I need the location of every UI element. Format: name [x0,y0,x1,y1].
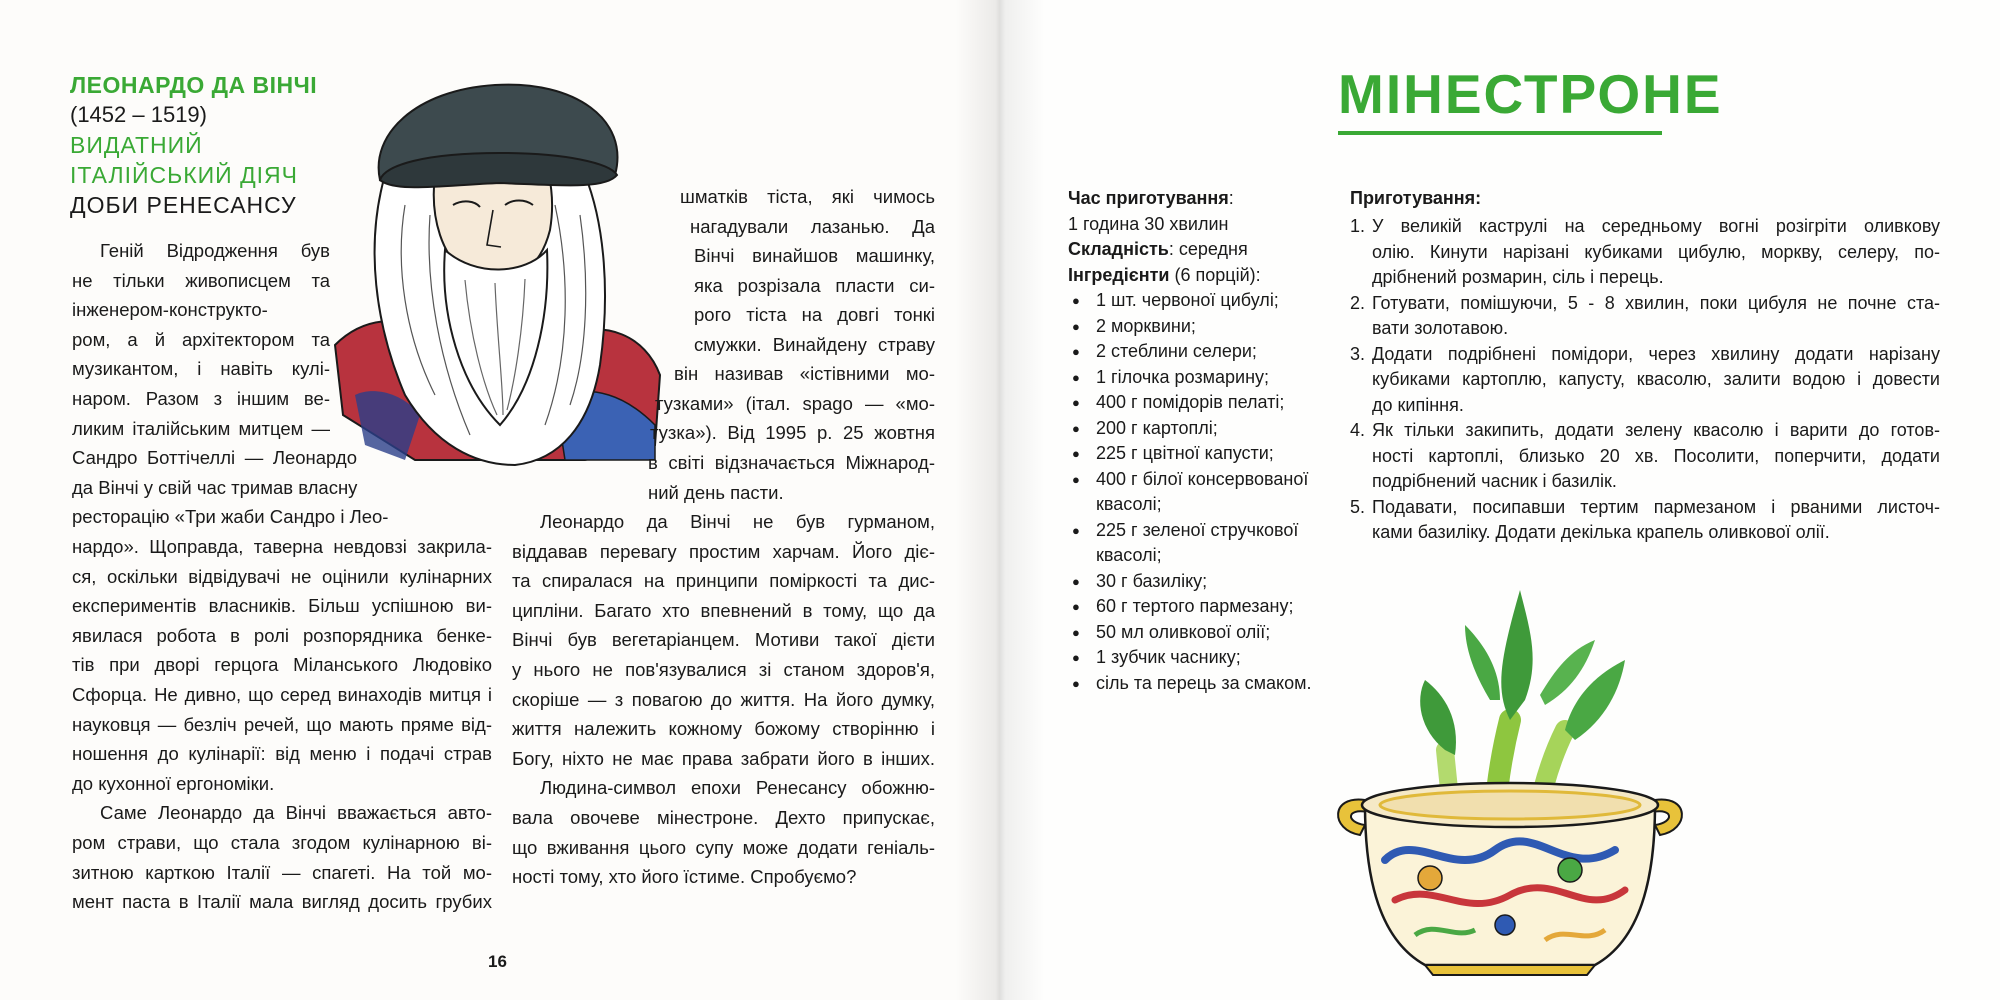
title-underline [1338,131,1662,135]
text-line: мент паста в Італії мала вигляд досить грубих [72,891,492,913]
text-line: він називав «істівними мо- [674,363,935,384]
text-line: да Вінчі у свій час тримав власну [72,476,358,498]
bio-years: (1452 – 1519) [70,102,207,127]
ingredient-item: ● сіль та перець за смаком. [1068,671,1368,697]
text-line: Сандро Боттічеллі — Леонардо [72,447,357,468]
steps-label: Приготування [1350,188,1476,208]
text-line: ресторацію «Три жаби Сандро і Лео- [72,506,389,528]
ingredient-item: ● 400 г білої консервованої [1068,467,1368,493]
ingredient-item: ● 225 г цвітної капусти; [1068,441,1368,467]
text-line: рого тіста на довгі тонкі [694,304,935,326]
text-line: експериментів власників. Більш успішною ви- [72,595,492,617]
recipe-title: МІНЕСТРОНЕ [1338,63,1723,125]
text-line: Саме Леонардо да Вінчі вважається авто- [100,802,492,824]
text-line: явилася робота в ролі розпорядника бенке- [72,624,492,646]
ingredient-item: ● 1 шт. червоної цибулі; [1068,288,1368,314]
steps-heading: Приготування: [1350,188,1482,208]
ingredients-note: (6 порцій): [1174,264,1261,285]
text-column-2-h [512,507,935,892]
text-column-1-c [72,532,492,917]
text-column-2-d [674,359,935,389]
text-line: яка розрізала пласти си- [694,274,935,296]
text-line: скоріше — з повагою до життя. На його думку, [512,688,935,710]
text-line: нагадували лазанью. Да [690,216,935,237]
cooking-time-value: 1 година 30 хвилин [1068,213,1229,234]
ingredients-list [1068,288,1368,696]
difficulty-label: Складність [1068,239,1169,259]
step-line: Додати подрібнені помідори, через хвилину додати нарізану [1372,343,1940,364]
ingredients-label: Інгредієнти [1068,264,1170,285]
text-line: тузка»). Від 1995 р. 25 жовтня [650,422,935,443]
ingredient-item: ● 2 стеблини селери; [1068,339,1368,365]
ingredient-item-continued: квасолі; [1096,545,1162,565]
text-line: життя належить кожному божому створінню і [512,718,935,740]
text-line: ності тому, хто його їстиме. Спробуємо? [512,866,857,888]
cooking-time-label: Час приготування [1068,188,1229,208]
steps-list [1350,214,1940,546]
text-line: тів при дворі герцога Міланського Людовіко [72,654,492,676]
text-line: нардо». Щоправда, таверна невдовзі закрила- [72,536,492,557]
text-line: смужки. Винайдену страву [694,333,935,355]
text-line: зитною карткою Італії — спагеті. На той мо- [72,861,492,883]
ingredient-item: ● 60 г тертого пармезану; [1068,594,1368,620]
step-line: ками базиліку. Додати декілька крапель оливкової олії. [1372,522,1830,542]
text-line: що вживання цього супу може додати геніаль- [512,836,935,858]
text-line: до кухонної ергономіки. [72,772,275,794]
text-line: ром, а й архітектором та [72,328,330,350]
text-column-2-g [648,448,935,507]
leonardo-portrait-illustration [325,65,665,495]
step-item [1350,418,1940,495]
text-line: не тільки живописцем та [72,269,330,291]
page-number: 16 [488,952,507,971]
text-line: Вінчі винайшов машинку, [694,245,935,266]
step-number: 5. [1350,496,1366,517]
text-column-2-b [690,212,935,242]
step-line: подрібнений часник і базилік. [1372,471,1617,491]
bio-name: ЛЕОНАРДО ДА ВІНЧІ [70,72,318,98]
bio-era: ДОБИ РЕНЕСАНСУ [70,192,297,218]
text-line: Богу, ніхто не має права забрати його в інших. [512,747,935,769]
ingredient-item: ● 200 г картоплі; [1068,416,1368,442]
text-column-1-b [72,443,389,532]
step-line: до кипіння. [1372,394,1464,415]
ingredient-item: ● 400 г помідорів пелаті; [1068,390,1368,416]
ingredients-heading [1068,263,1368,289]
text-line: науковця — безліч речей, що мають пряме від- [72,713,492,735]
soup-pot-illustration [1325,580,1695,980]
step-item [1350,495,1940,546]
text-line: віддавав перевагу простим харчам. Його діє- [512,540,935,562]
step-item [1350,291,1940,342]
text-column-2-e [655,389,935,419]
step-line: вати золотавою. [1372,318,1509,338]
text-line: наром. Разом з іншим ве- [72,387,330,409]
step-number: 4. [1350,420,1366,440]
text-column-2-f [650,418,935,448]
text-line: Леонардо да Вінчі не був гурманом, [540,511,935,532]
text-line: Вінчі був вегетаріанцем. Мотиви такої дієти [512,629,935,651]
ingredient-item: ● 50 мл оливкової олії; [1068,620,1368,646]
step-line: Подавати, посипавши тертим пармезаном і рваними листоч- [1372,496,1940,517]
text-line: музикантом, і навіть кулі- [72,358,330,380]
ingredient-item: ● 30 г базиліку; [1068,569,1368,595]
bio-role: ВИДАТНИЙ ІТАЛІЙСЬКИЙ ДІЯЧ [70,132,298,188]
difficulty-value: середня [1178,239,1248,259]
step-line: дрібнений розмарин, сіль і перець. [1372,267,1664,287]
ingredient-item: ● 1 гілочка розмарину; [1068,365,1368,391]
text-line: тузками» (італ. spago — «мо- [655,393,935,414]
text-column-1-a [72,236,330,443]
step-item [1350,342,1940,419]
text-line: та спиралася на принципи поміркості та дис- [512,570,935,592]
step-line: олію. Кинути нарізані кубиками цибулю, моркву, селеру, по- [1372,241,1940,262]
ingredient-item-continued: квасолі; [1096,494,1162,514]
text-line: ром страви, що стала згодом кулінарною ві- [72,831,492,853]
text-line: інженером-конструкто- [72,299,268,321]
cooking-time-label-row: Час приготування: [1068,188,1234,208]
text-line: вала овочеве мінестроне. Дехто припускає, [512,806,935,828]
step-line: У великій каструлі на середньому вогні розігріти оливкову [1372,216,1940,236]
step-number: 2. [1350,292,1366,313]
step-number: 1. [1350,216,1366,236]
text-line: Геній Відродження був [100,240,330,261]
text-line: Людина-символ епохи Ренесансу обожню- [540,777,935,799]
text-line: Сфорца. Не дивно, що серед винаходів митця і [72,683,492,705]
text-line: в світі відзначається Міжнарод- [648,452,935,473]
ingredient-item: ● 1 зубчик часнику; [1068,645,1368,671]
text-line: ликим італійським митцем — [72,417,330,439]
ingredient-item: ● 225 г зеленої стручкової [1068,518,1368,544]
step-line: кубиками картоплю, капусту, квасолю, залити водою і довести [1372,369,1940,389]
step-item [1350,214,1940,291]
step-line: Як тільки закипить, додати зелену квасолю і варити до готов- [1372,420,1940,440]
text-column-2-a [680,182,935,212]
step-number: 3. [1350,343,1366,364]
difficulty-row: Складність: середня [1068,239,1248,259]
text-line: ний день пасти. [648,481,784,503]
text-column-2-c [694,241,935,359]
text-line: у нього не пов'язувалися зі станом здоров'я, [512,658,935,680]
step-line: ності картоплі, близько 20 хв. Посолити, поперчити, додати [1372,445,1940,466]
text-line: шматків тіста, які чимось [680,186,935,207]
text-line: ся, оскільки відвідувачі не оцінили кулінарних [72,565,492,587]
recipe-meta [1068,186,1368,696]
step-line: Готувати, помішуючи, 5 - 8 хвилин, поки цибуля не почне ста- [1372,292,1940,313]
text-line: ношення до кулінарії: від меню і подачі страв [72,743,492,765]
ingredient-item: ● 2 морквини; [1068,314,1368,340]
text-line: ципліни. Багато хто впевнений в тому, що да [512,599,935,621]
